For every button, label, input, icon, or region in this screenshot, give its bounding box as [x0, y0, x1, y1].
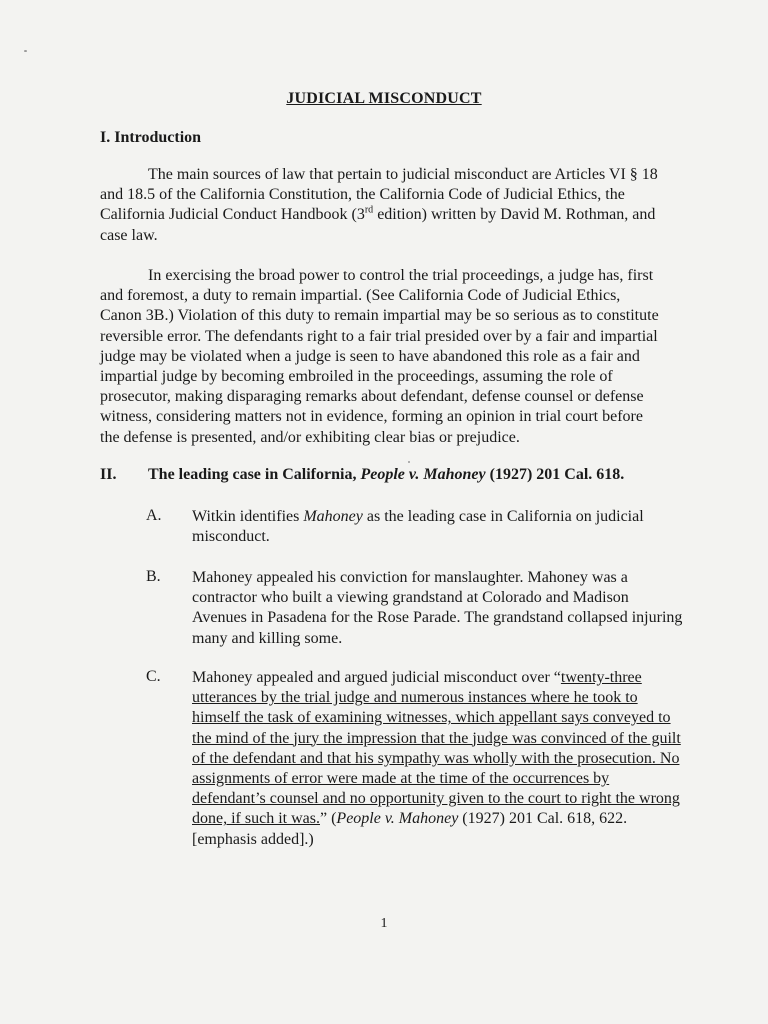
intro-paragraph-2: In exercising the broad power to control the trial proceedings, a judge has, first and foremost, a duty to remain impartial. (See California Code of Judicial Ethics, Canon 3B.) Violation of this duty to remain impartial may be so serious as to constitute reversible error. The defendants right to a fair trial presided over by a fair and impartial judge may be violated when a judge is seen to have abandoned this role as a fair and impartial judge by becoming embroiled in the proceedings, assuming the role of prosecutor, making disparaging remarks about defendant, defense counsel or defense witness, considering matters not in evidence, forming an opinion in trial court before the defense is presented, and/or exhibiting clear bias or prejudice.: [100, 267, 659, 446]
heading-case-name: People v. Mahoney: [360, 466, 486, 483]
item-letter-c: C.: [146, 668, 161, 685]
item-letter-a: A.: [146, 507, 162, 524]
item-c-citation: (1927) 201 Cal. 618, 622. [emphasis added].): [192, 810, 628, 848]
intro-p1-tail: edition) written by David M. Rothman, and case law.: [100, 206, 656, 244]
scan-speck: [24, 50, 27, 52]
superscript-rd: rd: [364, 205, 374, 217]
item-a-case: Mahoney: [303, 508, 363, 525]
intro-p1-text: The main sources of law that pertain to judicial misconduct are Articles VI § 18 and 18.5 of the California Constitution, the California Code of Judicial Ethics, the California Judicial Conduct Handbook (3: [100, 166, 658, 224]
section-heading-leading-case: [148, 466, 668, 484]
item-b-text: Mahoney appealed his conviction for manslaughter. Mahoney was a contractor who built a viewing grandstand at Colorado and Madison Avenues in Pasadena for the Rose Parade. The grandstand collapsed injuring many and killing some.: [192, 569, 683, 647]
section-number-ii: II.: [100, 466, 117, 483]
item-c-case: People v. Mahoney: [336, 810, 459, 828]
item-c-quote-close: ” (: [319, 810, 337, 828]
item-c-before: Mahoney appealed and argued judicial misconduct over “: [192, 669, 561, 686]
scan-speck: [408, 461, 410, 463]
item-a-text: [192, 507, 684, 547]
heading-citation: (1927) 201 Cal. 618.: [485, 466, 625, 483]
page-number: 1: [380, 916, 388, 931]
section-heading-introduction: I. Introduction: [100, 129, 202, 146]
heading-text: The leading case in California,: [148, 466, 361, 483]
item-a-before: Witkin identifies: [192, 508, 304, 525]
item-c-text: [192, 668, 684, 850]
item-a-after: as the leading case in California on judicial misconduct.: [192, 508, 644, 546]
item-c-quote-underlined: twenty-three utterances by the trial judge and numerous instances where he took to himself the task of examining witnesses, which appellant says conveyed to the mind of the jury the impression that the judge was convinced of the guilt of the defendant and that his sympathy was wholly with the prosecution. No assignments of error were made at the time of the occurrences by defendant’s counsel and no opportunity given to the court to right the wrong done, if such it was.: [192, 669, 681, 828]
item-letter-b: B.: [146, 568, 161, 585]
document-title: JUDICIAL MISCONDUCT: [286, 90, 482, 107]
intro-paragraph-1: [100, 165, 660, 246]
